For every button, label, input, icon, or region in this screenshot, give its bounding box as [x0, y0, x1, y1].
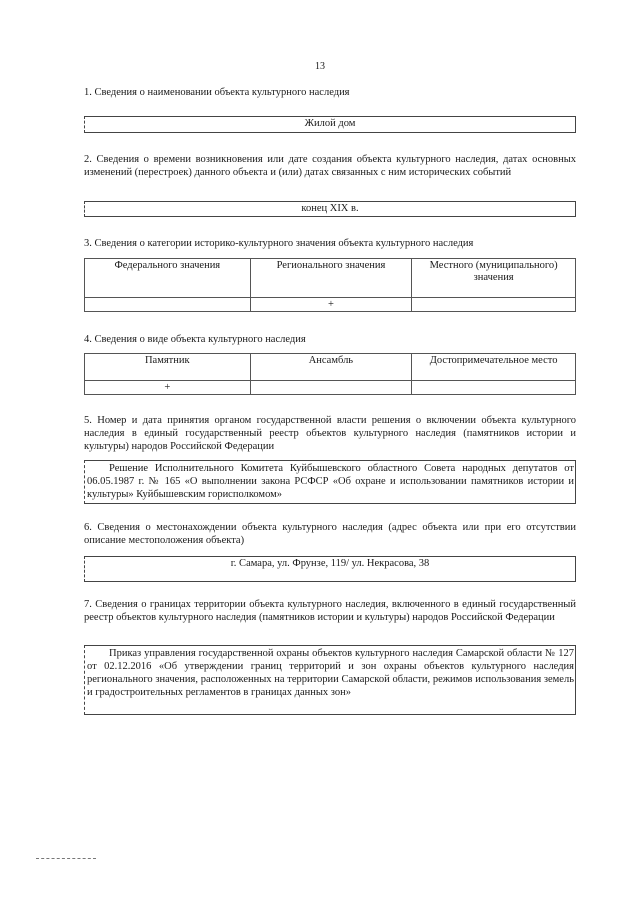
category-local-mark [412, 298, 576, 312]
page-number: 13 [315, 61, 325, 72]
section-1-heading: 1. Сведения о наименовании объекта культурного наследия [84, 87, 350, 98]
location-value: г. Самара, ул. Фрунзе, 119/ ул. Некрасова, 38 [230, 558, 430, 569]
type-landmark-header: Достопримечательное место [412, 354, 576, 381]
territory-boundaries-value: Приказ управления государственной охраны объектов культурного наследия Самарской области № 127 от 02.12.2016 «Об утверждении границ территорий и зон охраны объектов культурного наследия регионального значения, расположенных на территории Самарской области, режимов использования земель и градостроительных регламентов в границах данных зон» [87, 648, 574, 698]
category-federal-header: Федерального значения [85, 259, 251, 298]
type-landmark-mark [412, 381, 576, 395]
category-regional-header: Регионального значения [250, 259, 412, 298]
creation-date-field [84, 201, 576, 217]
type-ensemble-mark [250, 381, 412, 395]
territory-boundaries-field [84, 645, 576, 715]
category-regional-mark: + [250, 298, 412, 312]
section-5-heading: 5. Номер и дата принятия органом государственной власти решения о включении объекта культурного наследия в единый государственный реестр объектов культурного наследия (памятников истории и культуры) народов Российской Федерации [84, 415, 576, 452]
type-monument-header: Памятник [85, 354, 251, 381]
registry-decision-field [84, 460, 576, 504]
category-local-header: Местного (муниципального) значения [412, 259, 576, 298]
section-7-heading: 7. Сведения о границах территории объекта культурного наследия, включенного в единый государственный реестр объектов культурного наследия (памятников истории и культуры) народов Российской Федерации [84, 599, 576, 623]
section-6-heading: 6. Сведения о местонахождении объекта культурного наследия (адрес объекта или при его отсутствии описание местоположения объекта) [84, 522, 576, 546]
creation-date-value: конец XIX в. [301, 203, 359, 214]
registry-decision-value: Решение Исполнительного Комитета Куйбышевского областного Совета народных депутатов от 06.05.1987 г. № 165 «О выполнении закона РСФСР «Об охране и использовании памятников истории и культуры» Куйбышевским горисполкомом» [87, 463, 574, 500]
object-type-table [84, 353, 576, 395]
object-name-field [84, 116, 576, 133]
section-3-heading: 3. Сведения о категории историко-культурного значения объекта культурного наследия [84, 238, 474, 249]
object-name-value: Жилой дом [304, 118, 356, 129]
category-federal-mark [85, 298, 251, 312]
type-ensemble-header: Ансамбль [250, 354, 412, 381]
section-4-heading: 4. Сведения о виде объекта культурного наследия [84, 334, 306, 345]
type-monument-mark: + [85, 381, 251, 395]
footer-mark [36, 858, 96, 859]
significance-category-table [84, 258, 576, 312]
section-2-heading: 2. Сведения о времени возникновения или дате создания объекта культурного наследия, датах основных изменений (перестроек) данного объекта и (или) датах связанных с ним исторических событий [84, 154, 576, 178]
location-field [84, 556, 576, 582]
